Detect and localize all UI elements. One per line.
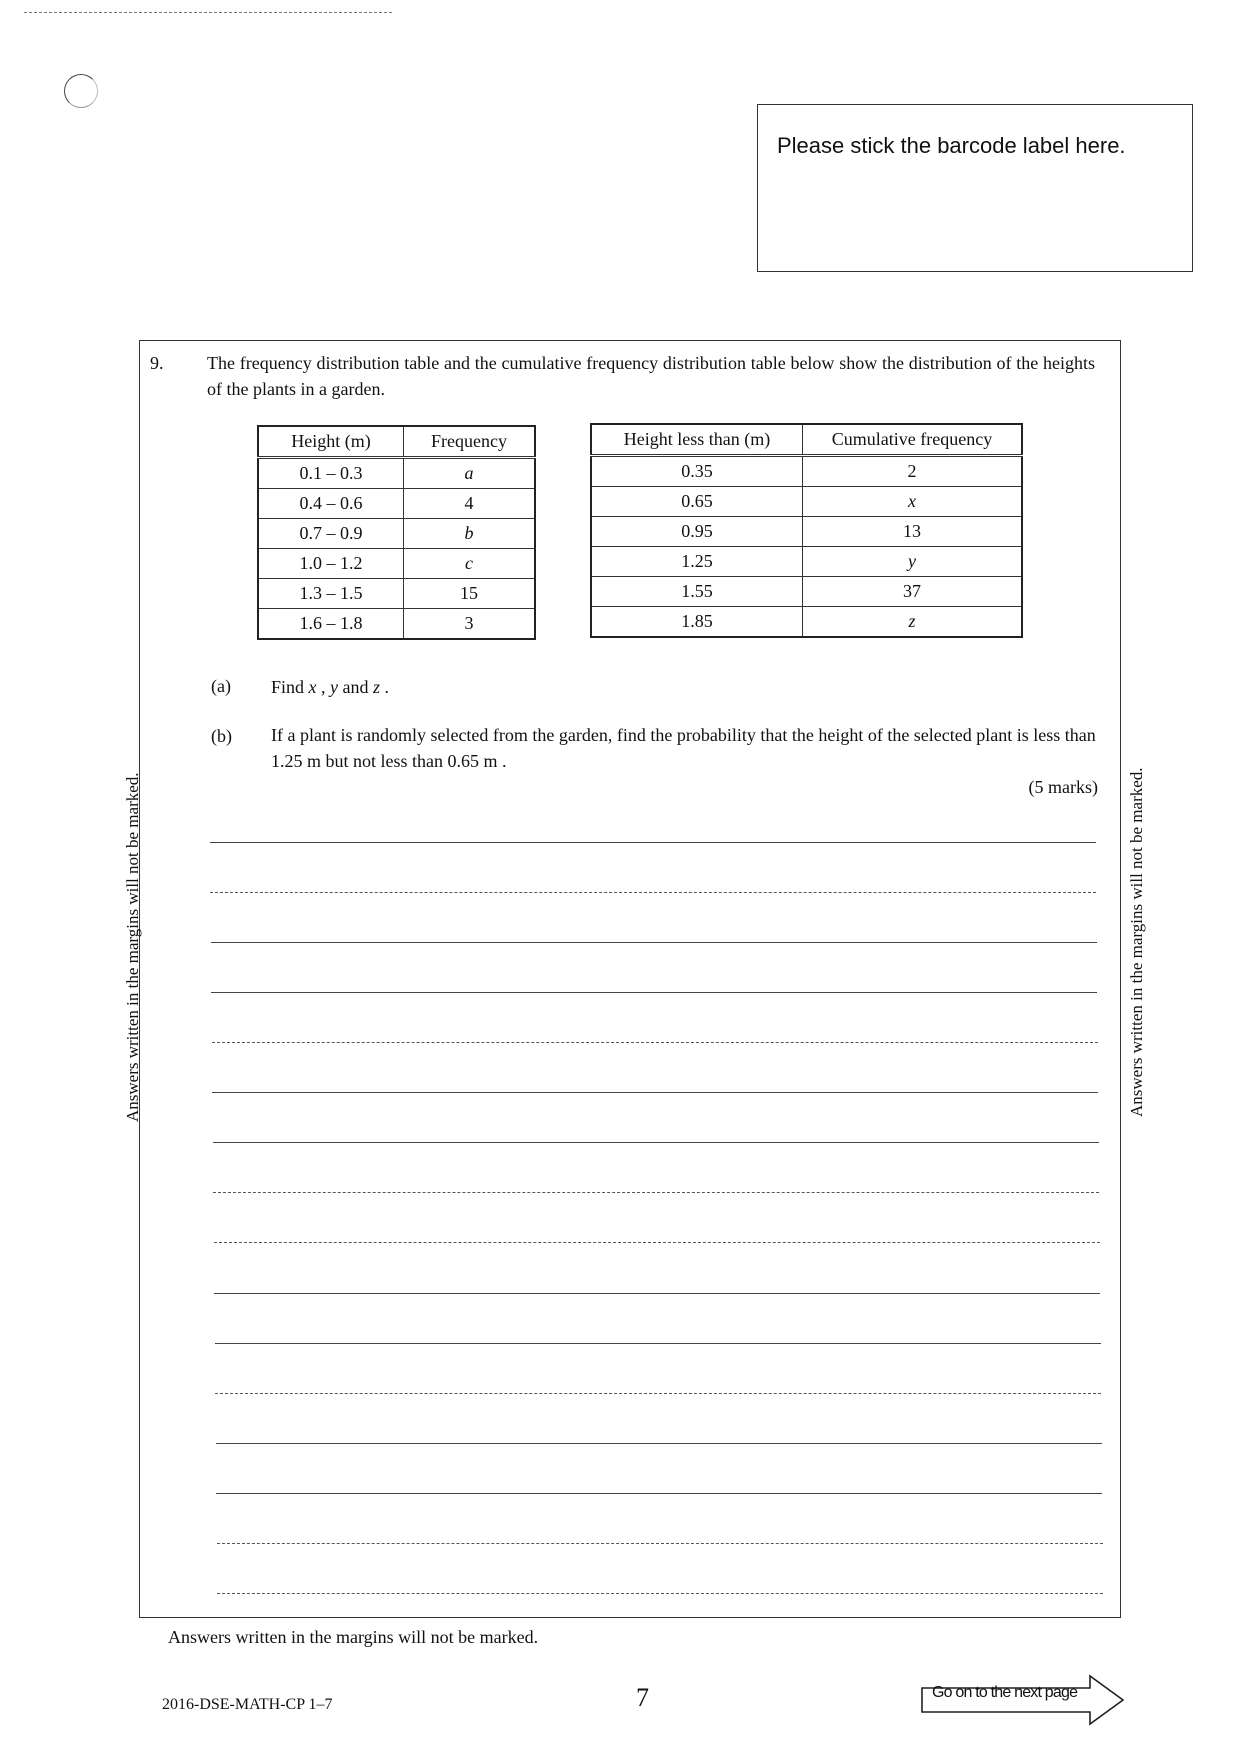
- freq-cell-frequency: 15: [404, 579, 536, 609]
- cum-cell-frequency: z: [803, 607, 1023, 638]
- cum-cell-height: 0.95: [591, 517, 803, 547]
- part-a-sep1: ,: [316, 677, 331, 697]
- table-row: [258, 579, 535, 609]
- freq-cell-frequency: 4: [404, 489, 536, 519]
- answer-line[interactable]: [214, 1293, 1100, 1294]
- page-number: 7: [636, 1683, 649, 1712]
- freq-cell-frequency: a: [404, 458, 536, 489]
- answer-line[interactable]: [216, 1493, 1102, 1494]
- part-b-label: (b): [211, 726, 232, 746]
- part-a-var-y: y: [330, 677, 339, 697]
- right-margin-note: Answers written in the margins will not be marked.: [1127, 767, 1146, 1117]
- answer-line[interactable]: [217, 1593, 1103, 1594]
- part-a-var-z: z: [373, 677, 381, 697]
- freq-cell-frequency: 3: [404, 609, 536, 640]
- answer-line[interactable]: [210, 892, 1096, 893]
- table-row: [591, 577, 1022, 607]
- part-a-text: [271, 674, 1101, 700]
- cum-cell-frequency: 2: [803, 456, 1023, 487]
- part-a-label: (a): [211, 676, 231, 696]
- answer-line[interactable]: [214, 1242, 1100, 1243]
- cum-cell-height: 1.55: [591, 577, 803, 607]
- barcode-label-text: Please stick the barcode label here.: [777, 133, 1126, 158]
- cum-cell-frequency: 37: [803, 577, 1023, 607]
- answer-line[interactable]: [210, 842, 1096, 843]
- left-margin-note: Answers written in the margins will not be marked.: [123, 772, 142, 1122]
- barcode-label-box: [757, 104, 1193, 272]
- answer-line[interactable]: [215, 1393, 1101, 1394]
- answer-line[interactable]: [211, 942, 1097, 943]
- answer-line[interactable]: [213, 1142, 1099, 1143]
- cum-header-height: Height less than (m): [591, 424, 803, 456]
- cum-cell-frequency: 13: [803, 517, 1023, 547]
- answer-line[interactable]: [215, 1343, 1101, 1344]
- answer-line[interactable]: [213, 1192, 1099, 1193]
- freq-cell-height: 0.4 – 0.6: [258, 489, 404, 519]
- top-scan-rule: [24, 12, 392, 13]
- answer-line[interactable]: [211, 992, 1097, 993]
- marks-label: (5 marks): [1028, 777, 1098, 797]
- cum-cell-height: 1.85: [591, 607, 803, 638]
- part-a-var-x: x: [308, 677, 317, 697]
- freq-cell-height: 1.6 – 1.8: [258, 609, 404, 640]
- table-row: [258, 609, 535, 640]
- table-row: [591, 456, 1022, 487]
- cum-cell-height: 0.65: [591, 487, 803, 517]
- cum-cell-frequency: x: [803, 487, 1023, 517]
- cum-cell-height: 1.25: [591, 547, 803, 577]
- table-row: [258, 549, 535, 579]
- bottom-margin-note: Answers written in the margins will not be marked.: [168, 1627, 539, 1647]
- table-row: [258, 458, 535, 489]
- answer-line[interactable]: [216, 1443, 1102, 1444]
- table-row: [258, 519, 535, 549]
- freq-header-frequency: Frequency: [404, 426, 536, 458]
- question-intro: The frequency distribution table and the cumulative frequency distribution table below show the distribution of the heights of the plants in a garden.: [207, 353, 1095, 399]
- cum-header-cumulative: Cumulative frequency: [803, 424, 1023, 456]
- answer-line[interactable]: [212, 1092, 1098, 1093]
- freq-cell-height: 0.1 – 0.3: [258, 458, 404, 489]
- next-page-arrow: [918, 1670, 1128, 1726]
- freq-cell-frequency: c: [404, 549, 536, 579]
- freq-cell-height: 1.3 – 1.5: [258, 579, 404, 609]
- part-a-end: .: [380, 677, 390, 697]
- freq-cell-frequency: b: [404, 519, 536, 549]
- answer-line[interactable]: [212, 1042, 1098, 1043]
- table-row: [258, 489, 535, 519]
- freq-cell-height: 0.7 – 0.9: [258, 519, 404, 549]
- table-row: [591, 517, 1022, 547]
- freq-header-height: Height (m): [258, 426, 404, 458]
- part-a-sep2: and: [338, 677, 374, 697]
- cum-cell-height: 0.35: [591, 456, 803, 487]
- question-number: 9.: [150, 353, 164, 373]
- table-row: [591, 487, 1022, 517]
- cum-cell-frequency: y: [803, 547, 1023, 577]
- cumulative-frequency-table: [590, 423, 1023, 638]
- part-b-text: If a plant is randomly selected from the garden, find the probability that the height of the selected plant is less than 1.25 m but not less than 0.65 m .: [271, 725, 1096, 771]
- answer-line[interactable]: [217, 1543, 1103, 1544]
- registration-circle-mark: [64, 74, 98, 108]
- frequency-table: [257, 425, 536, 640]
- paper-code: 2016-DSE-MATH-CP 1–7: [162, 1696, 333, 1713]
- table-row: [591, 607, 1022, 638]
- part-a-prefix: Find: [271, 677, 309, 697]
- next-page-text: Go on to the next page: [932, 1684, 1078, 1701]
- freq-cell-height: 1.0 – 1.2: [258, 549, 404, 579]
- table-row: [591, 547, 1022, 577]
